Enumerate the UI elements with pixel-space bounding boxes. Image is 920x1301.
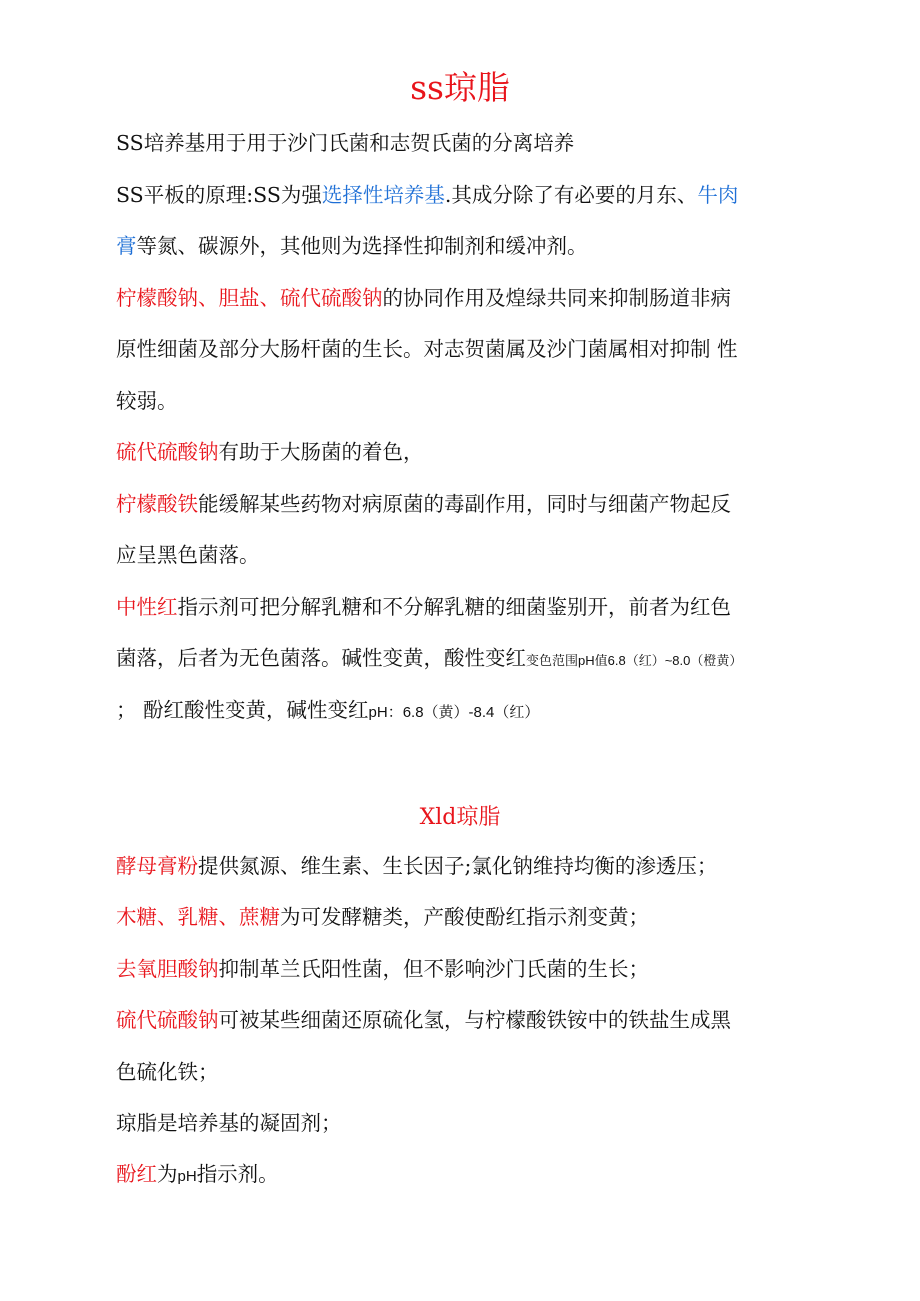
highlighted-term: 中性红 [116,594,178,619]
text-line [116,180,738,210]
text-segment: 琼脂是培养基的凝固剂； [116,1111,342,1135]
text-segment: SS培养基用于用于沙门氏菌和志贺氏菌的分离培养 [116,131,575,155]
text-line [116,231,588,261]
text-line [116,334,738,364]
highlighted-term: 硫代硫酸钠 [116,1008,219,1033]
text-segment: 提供氮源、维生素、生长因子;氯化钠维持均衡的渗透压； [198,854,718,878]
highlighted-term: 选择性培养基 [321,182,445,207]
text-segment: 应呈黑色菌落。 [116,543,260,567]
highlighted-term: 木糖、乳糖、蔗糖 [116,905,280,930]
text-segment: 能缓解某些药物对病原菌的毒副作用，同时与细菌产物起反 [198,491,731,516]
text-line [116,1159,279,1192]
text-line [116,437,424,467]
text-segment: pH [177,1168,197,1186]
highlighted-term: 膏 [116,234,137,258]
highlighted-term: 柠檬酸钠、胆盐、硫代硫酸钠 [116,285,383,310]
text-segment: 指示剂可把分解乳糖和不分解乳糖的细菌鉴别开，前者为红色 [177,594,731,619]
text-segment: 较弱。 [116,388,178,413]
text-segment: 抑制革兰氏阳性菌，但不影响沙门氏菌的生长； [218,956,649,981]
text-segment: 为可发酵糖类，产酸使酚红指示剂变黄； [280,905,649,930]
text-line [116,592,731,622]
text-line [116,643,742,676]
highlighted-term: 牛肉 [697,182,739,207]
text-line [116,1108,342,1138]
text-segment: 为 [157,1162,178,1187]
text-segment: 有助于大肠菌的着色， [218,440,424,464]
document-title: ss琼脂 [410,68,510,107]
text-segment: 色硫化铁； [116,1059,219,1084]
text-segment: 等氮、碳源外，其他则为选择性抑制剂和缓冲剂。 [136,234,588,258]
text-segment: 原性细菌及部分大肠杆菌的生长。对志贺菌属及沙门菌属相对抑制 性 [116,337,738,361]
text-line [116,540,260,570]
text-segment: ； 酚红酸性变黄，碱性变红 [116,697,369,722]
text-line [116,1057,219,1087]
text-segment: pH：6.8（黄）-8.4（红） [368,703,540,721]
text-segment: 可被某些细菌还原硫化氢，与柠檬酸铁铵中的铁盐生成黑 [218,1008,731,1033]
text-line [116,902,649,932]
text-line [116,128,574,158]
text-line [116,1005,731,1035]
text-segment: 的协同作用及煌绿共同来抑制肠道非病 [382,285,731,310]
text-line [116,489,731,519]
text-segment: 变色范围pH值6.8（红）~8.0（橙黄） [526,653,743,668]
text-segment: 指示剂。 [196,1162,279,1187]
text-segment: .其成分除了有必要的月东、 [444,182,698,207]
text-line [116,386,178,416]
text-line [116,695,539,728]
highlighted-term: 柠檬酸铁 [116,491,198,516]
text-segment: SS平板的原理:SS为强 [116,182,322,207]
text-line [116,283,731,313]
highlighted-term: 硫代硫酸钠 [116,440,219,464]
text-line [116,954,649,984]
text-segment: 菌落，后者为无色菌落。碱性变黄，酸性变红 [116,646,526,670]
highlighted-term: 酵母膏粉 [116,854,198,878]
highlighted-term: 去氧胆酸钠 [116,956,219,981]
highlighted-term: 酚红 [116,1162,157,1187]
text-line [116,851,717,881]
section-title-xld: Xld琼脂 [419,805,501,830]
